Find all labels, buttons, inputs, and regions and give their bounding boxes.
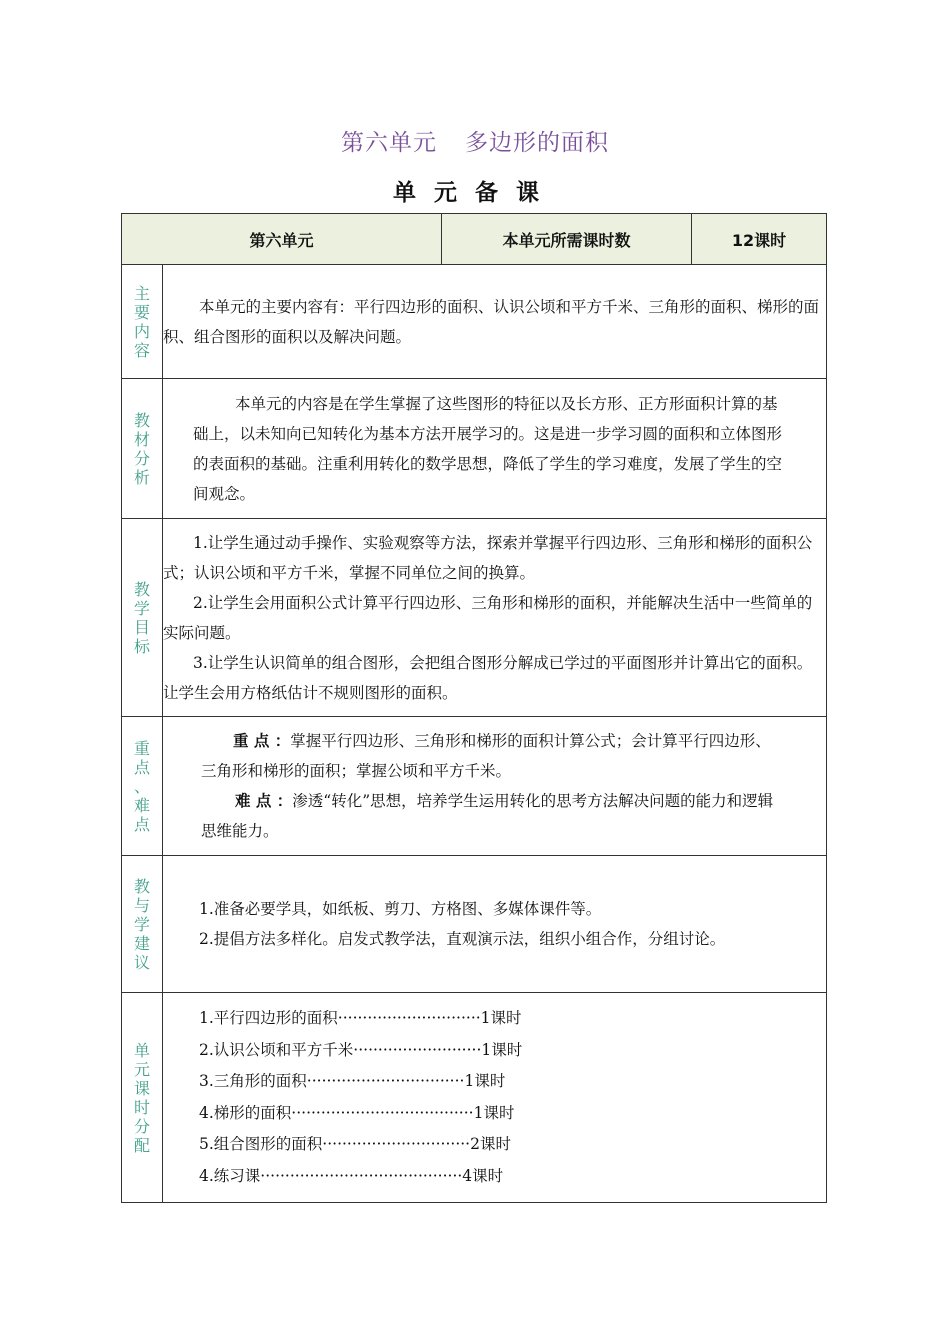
- label-advice: [122, 856, 163, 993]
- advice-item: 1.准备必要学具，如纸板、剪刀、方格图、多媒体课件等。: [199, 900, 602, 918]
- title-topic: 多边形的面积: [465, 130, 609, 156]
- page-title: [0, 124, 950, 157]
- header-hours-label: 本单元所需课时数: [442, 214, 692, 265]
- schedule-item: 4.梯形的面积·····································1课时: [199, 1103, 515, 1122]
- label-keypoints-text: 重 点 、 难 点: [133, 738, 150, 834]
- difficulty-paragraph: [163, 786, 826, 846]
- schedule-item: 3.三角形的面积································1课时: [199, 1072, 506, 1090]
- row-main-content: [122, 265, 827, 379]
- difficulty-label: 难 点 ：: [235, 792, 293, 810]
- label-advice-text: 教 与 学 建 议: [133, 876, 150, 972]
- label-goals-text: 教 学 目 标: [133, 579, 150, 656]
- goal-item: 1.让学生通过动手操作、实验观察等方法，探索并掌握平行四边形、三角形和梯形的面积公式；认识公顷和平方千米，掌握不同单位之间的换算。: [163, 533, 813, 582]
- difficulty-text: 渗透“转化”思想，培养学生运用转化的思考方法解决问题的能力和逻辑思维能力。: [201, 792, 774, 840]
- label-schedule: [122, 993, 163, 1203]
- row-goals: [122, 519, 827, 717]
- row-schedule: [122, 993, 827, 1203]
- label-main-content-text: 主 要 内 容: [133, 283, 150, 360]
- focus-text: 掌握平行四边形、三角形和梯形的面积计算公式；会计算平行四边形、三角形和梯形的面积；掌握公顷和平方千米。: [201, 732, 771, 780]
- unit-plan-table: [121, 213, 827, 1203]
- schedule-item: 2.认识公顷和平方千米··························1课时: [199, 1040, 523, 1059]
- focus-label: 重 点 ：: [233, 732, 291, 750]
- goal-item: 2.让学生会用面积公式计算平行四边形、三角形和梯形的面积，并能解决生活中一些简单的实际问题。: [163, 593, 813, 642]
- schedule-item: 4.练习课·········································4课时: [199, 1166, 504, 1185]
- table-header-row: [122, 214, 827, 265]
- main-content-cell: [163, 265, 827, 379]
- label-analysis-text: 教 材 分 析: [133, 410, 150, 487]
- row-analysis: [122, 379, 827, 519]
- schedule-item: 5.组合图形的面积······························2课时: [199, 1135, 511, 1153]
- schedule-item: 1.平行四边形的面积·····························1课时: [199, 1009, 522, 1027]
- keypoints-cell: [163, 717, 827, 856]
- goals-cell: [163, 519, 827, 717]
- schedule-cell: [163, 993, 827, 1203]
- analysis-text: 本单元的内容是在学生掌握了这些图形的特征以及长方形、正方形面积计算的基础上，以未知向已知转化为基本方法开展学习的。这是进一步学习圆的面积和立体图形的表面积的基础。注重利用转化的数学思想，降低了学生的学习难度，发展了学生的空间观念。: [193, 394, 783, 503]
- label-analysis: [122, 379, 163, 519]
- row-keypoints: [122, 717, 827, 856]
- label-goals: [122, 519, 163, 717]
- header-unit: 第六单元: [122, 214, 442, 265]
- main-content-text: 本单元的主要内容有：平行四边形的面积、认识公顷和平方千米、三角形的面积、梯形的面积、组合图形的面积以及解决问题。: [163, 297, 820, 346]
- label-main-content: [122, 265, 163, 379]
- label-schedule-text: 单 元 课 时 分 配: [133, 1040, 150, 1155]
- focus-paragraph: [163, 726, 826, 786]
- page-subtitle: 单元备课: [393, 180, 557, 206]
- goal-item: 3.让学生认识简单的组合图形，会把组合图形分解成已学过的平面图形并计算出它的面积。让学生会用方格纸估计不规则图形的面积。: [163, 653, 813, 702]
- row-advice: [122, 856, 827, 993]
- advice-cell: [163, 856, 827, 993]
- title-unit: 第六单元: [341, 130, 437, 156]
- advice-item: 2.提倡方法多样化。启发式教学法，直观演示法，组织小组合作，分组讨论。: [199, 930, 726, 948]
- analysis-cell: [163, 379, 827, 519]
- header-hours-value: 12课时: [692, 214, 827, 265]
- label-keypoints: [122, 717, 163, 856]
